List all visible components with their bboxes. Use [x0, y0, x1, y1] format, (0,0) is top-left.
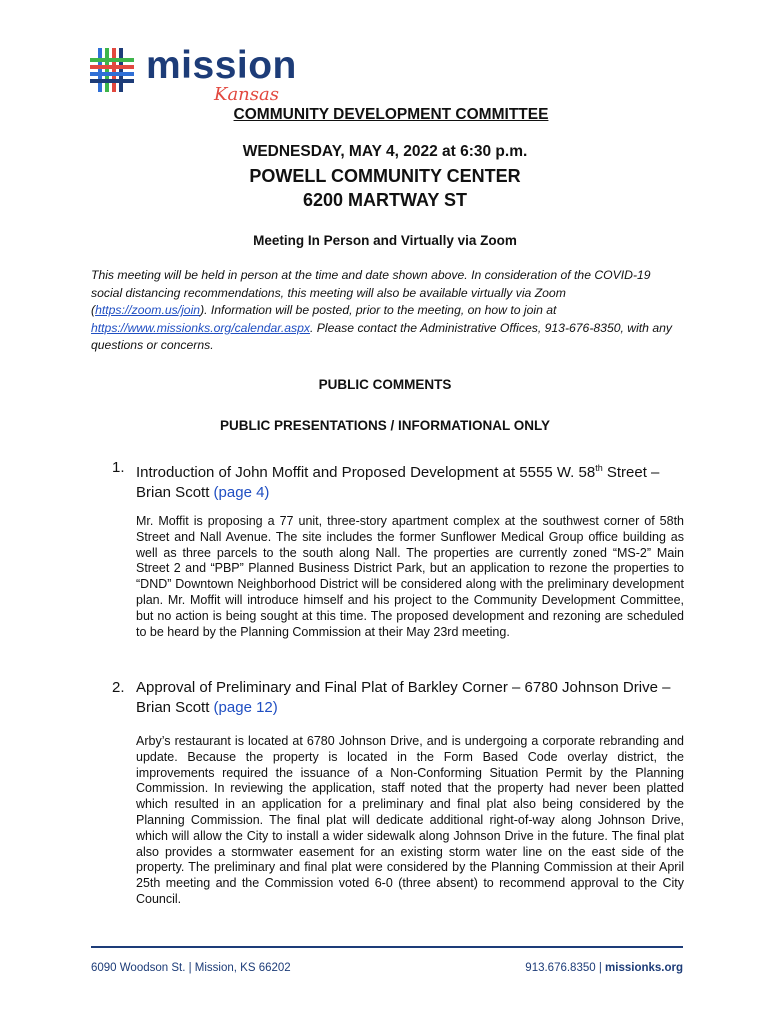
mission-logo	[88, 42, 303, 112]
notice-text-3: . Please contact the Administrative Offices, 913-676-8350, with any questions or concerns.	[91, 320, 672, 352]
logo-kansas-script: Kansas	[214, 84, 279, 105]
public-comments-heading: PUBLIC COMMENTS	[318, 377, 452, 392]
mission-hash-icon	[88, 46, 140, 98]
item-title	[136, 678, 684, 718]
footer-website[interactable]: missionks.org	[605, 962, 683, 974]
notice-text-2: ). Information will be posted, prior to the meeting, on how to join at	[200, 303, 557, 317]
footer-address: 6090 Woodson St. | Mission, KS 66202	[91, 962, 291, 974]
item-1-description: Mr. Moffit is proposing a 77 unit, three-story apartment complex at the southwest corner of 58th Street and Nall Avenue. The site includes the former Sunflower Medical Group office building as well as three parcels to the south along Nall. The properties are currently zoned “MS-2” Main Street 2 and “PBP” Planned Business District Park, but an application to rezone the properties to “DND” Downtown Neighborhood District will be considered along with the preliminary development plan. Mr. Moffit will introduce himself and his project to the Community Development Committee, but no action is being sought at this time. The proposed development and rezoning are scheduled to be heard by the Planning Commission at their May 23rd meeting.	[136, 514, 684, 639]
notice-text-1: This meeting will be held in person at the time and date shown above. In consideration of the COVID-19 social distancing recommendations, this meeting will also be available virtually via Zoom (	[91, 268, 651, 317]
meeting-format: Meeting In Person and Virtually via Zoom	[253, 233, 517, 248]
item-title-text: Approval of Preliminary and Final Plat of Barkley Corner – 6780 Johnson Drive – Brian Scott	[136, 679, 671, 716]
item-number: 2.	[112, 679, 125, 696]
page-link[interactable]: (page 4)	[213, 484, 270, 501]
meeting-notice	[91, 267, 681, 355]
item-2-description: Arby’s restaurant is located at 6780 Johnson Drive, and is undergoing a corporate rebranding and update. Because the property is located in the Form Based Code overlay district, the improvements required the issuance of a Non-Conforming Situation Permit by the Planning Commission. In reviewing the application, staff noted that the property had never been platted which resulted in an application for a preliminary and final plat also being considered by the Planning Commission. The final plat will dedicate additional right-of-way along Johnson Drive, which will allow the City to install a wider sidewalk along Johnson Drive in the future. The final plat also provides a stormwater easement for an existing storm water line on the east side of the property. The preliminary and final plat were considered by the Planning Commission at their April 25th meeting and the Commission voted 6-0 (three absent) to recommend approval to the City Council.	[136, 734, 684, 906]
venue-name: POWELL COMMUNITY CENTER	[249, 166, 521, 186]
footer-phone: 913.676.8350 |	[525, 962, 606, 974]
logo-wordmark: mission	[146, 44, 297, 87]
page-link[interactable]: (page 12)	[213, 699, 278, 716]
footer-divider	[91, 946, 683, 948]
venue-address: 6200 MARTWAY ST	[302, 190, 468, 210]
zoom-link[interactable]: https://zoom.us/join	[95, 303, 201, 317]
footer-contact	[525, 962, 683, 974]
calendar-link[interactable]: https://www.missionks.org/calendar.aspx	[91, 320, 311, 335]
item-number: 1.	[112, 459, 125, 476]
item-title-text-end: Street – Brian Scott	[136, 464, 660, 501]
committee-title: COMMUNITY DEVELOPMENT COMMITTEE	[233, 106, 549, 123]
presentations-heading: PUBLIC PRESENTATIONS / INFORMATIONAL ONLY	[219, 418, 550, 433]
item-title-text: Introduction of John Moffit and Proposed Development at 5555 W. 58	[136, 464, 596, 481]
item-title-sup: th	[595, 463, 603, 473]
meeting-datetime: WEDNESDAY, MAY 4, 2022 at 6:30 p.m.	[242, 143, 528, 160]
item-title	[136, 458, 684, 503]
meeting-venue	[0, 164, 770, 212]
